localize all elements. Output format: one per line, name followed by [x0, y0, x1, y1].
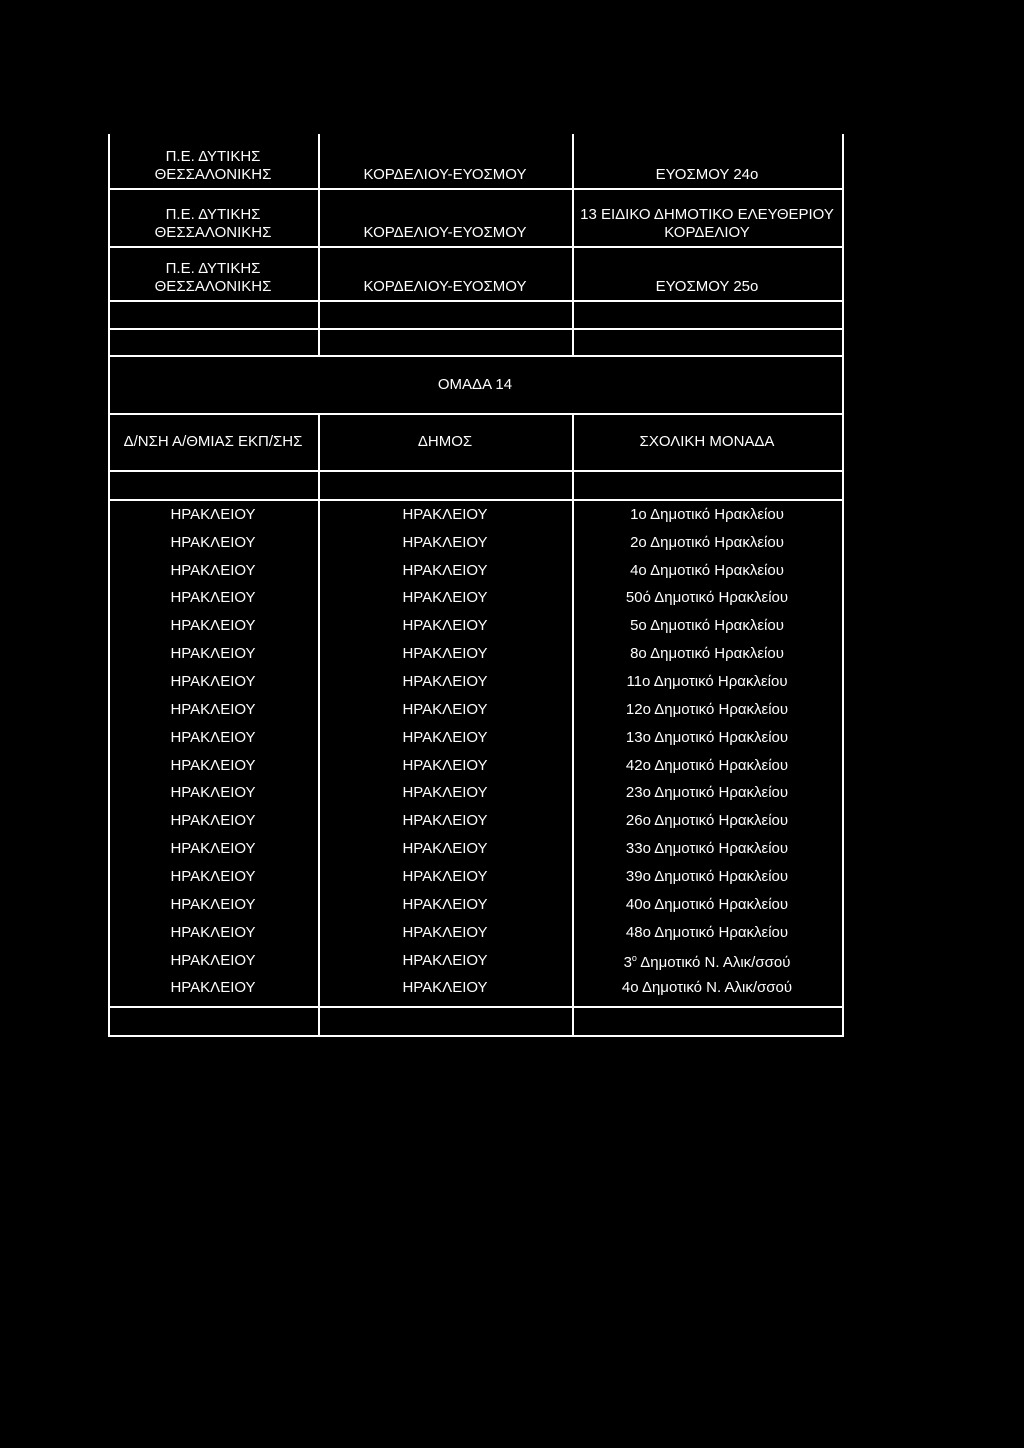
top-row-school: ΕΥΟΣΜΟΥ 25ο — [655, 278, 759, 295]
table-cell-directorate: ΗΡΑΚΛΕΙΟΥ — [170, 561, 256, 579]
table-cell-directorate: ΗΡΑΚΛΕΙΟΥ — [170, 840, 256, 858]
table-cell-directorate: ΗΡΑΚΛΕΙΟΥ — [170, 812, 256, 830]
table-cell-directorate: ΗΡΑΚΛΕΙΟΥ — [170, 756, 256, 774]
table-cell-directorate: ΗΡΑΚΛΕΙΟΥ — [170, 533, 256, 551]
row-divider — [108, 1006, 844, 1008]
table-cell-directorate: ΗΡΑΚΛΕΙΟΥ — [170, 728, 256, 746]
top-row-directorate: Π.Ε. ΔΥΤΙΚΗΣ ΘΕΣΣΑΛΟΝΙΚΗΣ — [154, 260, 272, 295]
table-cell-municipality: ΗΡΑΚΛΕΙΟΥ — [402, 589, 488, 607]
table-cell-municipality: ΗΡΑΚΛΕΙΟΥ — [402, 923, 488, 941]
table-cell-school: 48ο Δημοτικό Ηρακλείου — [625, 923, 789, 941]
table-border-left — [108, 356, 110, 414]
table-cell-municipality: ΗΡΑΚΛΕΙΟΥ — [402, 728, 488, 746]
column-header: ΣΧΟΛΙΚΗ ΜΟΝΑΔΑ — [639, 433, 775, 450]
table-cell-school: 11ο Δημοτικό Ηρακλείου — [626, 673, 788, 691]
table-cell-municipality: ΗΡΑΚΛΕΙΟΥ — [402, 561, 488, 579]
top-row-directorate: Π.Ε. ΔΥΤΙΚΗΣ ΘΕΣΣΑΛΟΝΙΚΗΣ — [154, 206, 272, 241]
top-row-directorate: Π.Ε. ΔΥΤΙΚΗΣ ΘΕΣΣΑΛΟΝΙΚΗΣ — [154, 148, 272, 183]
table-cell-school: 12ο Δημοτικό Ηρακλείου — [625, 700, 789, 718]
table-cell-municipality: ΗΡΑΚΛΕΙΟΥ — [402, 673, 488, 691]
table-cell-directorate: ΗΡΑΚΛΕΙΟΥ — [170, 784, 256, 802]
table-cell-directorate: ΗΡΑΚΛΕΙΟΥ — [170, 923, 256, 941]
top-row-school: 13 ΕΙΔΙΚΟ ΔΗΜΟΤΙΚΟ ΕΛΕΥΘΕΡΙΟΥ ΚΟΡΔΕΛΙΟΥ — [580, 206, 834, 241]
table-cell-directorate: ΗΡΑΚΛΕΙΟΥ — [170, 979, 256, 997]
table-cell-municipality: ΗΡΑΚΛΕΙΟΥ — [402, 840, 488, 858]
table-cell-municipality: ΗΡΑΚΛΕΙΟΥ — [402, 895, 488, 913]
table-border-right — [842, 414, 844, 1037]
table-cell-school: 39ο Δημοτικό Ηρακλείου — [625, 867, 789, 885]
table-cell-school: 40ο Δημοτικό Ηρακλείου — [625, 895, 789, 913]
table-cell-directorate: ΗΡΑΚΛΕΙΟΥ — [170, 505, 256, 523]
school-name: $3^o$ Δημοτικό Ν. Αλικ/σσού — [623, 953, 791, 972]
table-cell-school: 13ο Δημοτικό Ηρακλείου — [625, 728, 789, 746]
column-divider — [318, 134, 320, 356]
table-cell-school: 4ο Δημοτικό Ηρακλείου — [630, 561, 784, 579]
table-cell-municipality: ΗΡΑΚΛΕΙΟΥ — [402, 533, 488, 551]
table-cell-municipality: ΗΡΑΚΛΕΙΟΥ — [402, 505, 488, 523]
table-cell-directorate: ΗΡΑΚΛΕΙΟΥ — [170, 951, 256, 969]
school-name-rest: Δημοτικό Ν. Αλικ/σσού — [636, 954, 791, 972]
row-divider — [108, 470, 844, 472]
table-cell-school: 33ο Δημοτικό Ηρακλείου — [625, 840, 789, 858]
row-divider — [108, 300, 844, 302]
top-row-municipality: ΚΟΡΔΕΛΙΟΥ-ΕΥΟΣΜΟΥ — [363, 166, 527, 183]
table-border-left — [108, 414, 110, 1037]
column-divider — [318, 414, 320, 1037]
table-cell-directorate: ΗΡΑΚΛΕΙΟΥ — [170, 700, 256, 718]
table-border-left — [108, 134, 110, 356]
table-cell-school: 8ο Δημοτικό Ηρακλείου — [630, 645, 784, 663]
table-cell-directorate: ΗΡΑΚΛΕΙΟΥ — [170, 645, 256, 663]
table-cell-municipality: ΗΡΑΚΛΕΙΟΥ — [402, 867, 488, 885]
table-border-bottom — [108, 1035, 844, 1037]
table-border-right — [842, 356, 844, 414]
column-header: Δ/ΝΣΗ Α/ΘΜΙΑΣ ΕΚΠ/ΣΗΣ — [123, 433, 303, 450]
column-divider — [572, 134, 574, 356]
row-divider — [108, 328, 844, 330]
table-cell-municipality: ΗΡΑΚΛΕΙΟΥ — [402, 951, 488, 969]
row-divider — [108, 246, 844, 248]
table-cell-school: 1ο Δημοτικό Ηρακλείου — [630, 505, 784, 523]
table-cell-directorate: ΗΡΑΚΛΕΙΟΥ — [170, 673, 256, 691]
table-cell-school: 5ο Δημοτικό Ηρακλείου — [630, 617, 784, 635]
table-cell-municipality: ΗΡΑΚΛΕΙΟΥ — [402, 700, 488, 718]
top-row-municipality: ΚΟΡΔΕΛΙΟΥ-ΕΥΟΣΜΟΥ — [363, 224, 527, 241]
table-cell-municipality: ΗΡΑΚΛΕΙΟΥ — [402, 784, 488, 802]
table-cell-municipality: ΗΡΑΚΛΕΙΟΥ — [402, 979, 488, 997]
top-row-school: ΕΥΟΣΜΟΥ 24ο — [655, 166, 759, 183]
table-cell-school — [572, 947, 842, 975]
column-divider — [572, 414, 574, 1037]
table-cell-school: 42ο Δημοτικό Ηρακλείου — [625, 756, 789, 774]
table-cell-municipality: ΗΡΑΚΛΕΙΟΥ — [402, 617, 488, 635]
table-cell-school: 23ο Δημοτικό Ηρακλείου — [625, 784, 789, 802]
table-cell-municipality: ΗΡΑΚΛΕΙΟΥ — [402, 812, 488, 830]
table-cell-municipality: ΗΡΑΚΛΕΙΟΥ — [402, 756, 488, 774]
table-cell-school: 50ό Δημοτικό Ηρακλείου — [625, 589, 789, 607]
table-cell-directorate: ΗΡΑΚΛΕΙΟΥ — [170, 867, 256, 885]
table-cell-school: 26ο Δημοτικό Ηρακλείου — [625, 812, 789, 830]
ordinal-superscript: ο — [631, 953, 637, 964]
top-row-municipality: ΚΟΡΔΕΛΙΟΥ-ΕΥΟΣΜΟΥ — [363, 278, 527, 295]
table-cell-municipality: ΗΡΑΚΛΕΙΟΥ — [402, 645, 488, 663]
table-border-right — [842, 134, 844, 356]
group-title: ΟΜΑΔΑ 14 — [437, 375, 513, 393]
row-divider — [108, 188, 844, 190]
column-header: ΔΗΜΟΣ — [417, 433, 473, 450]
table-cell-directorate: ΗΡΑΚΛΕΙΟΥ — [170, 895, 256, 913]
table-cell-school: 4ο Δημοτικό Ν. Αλικ/σσού — [621, 979, 793, 997]
table-cell-school: 2ο Δημοτικό Ηρακλείου — [630, 533, 784, 551]
table-cell-directorate: ΗΡΑΚΛΕΙΟΥ — [170, 617, 256, 635]
table-cell-directorate: ΗΡΑΚΛΕΙΟΥ — [170, 589, 256, 607]
